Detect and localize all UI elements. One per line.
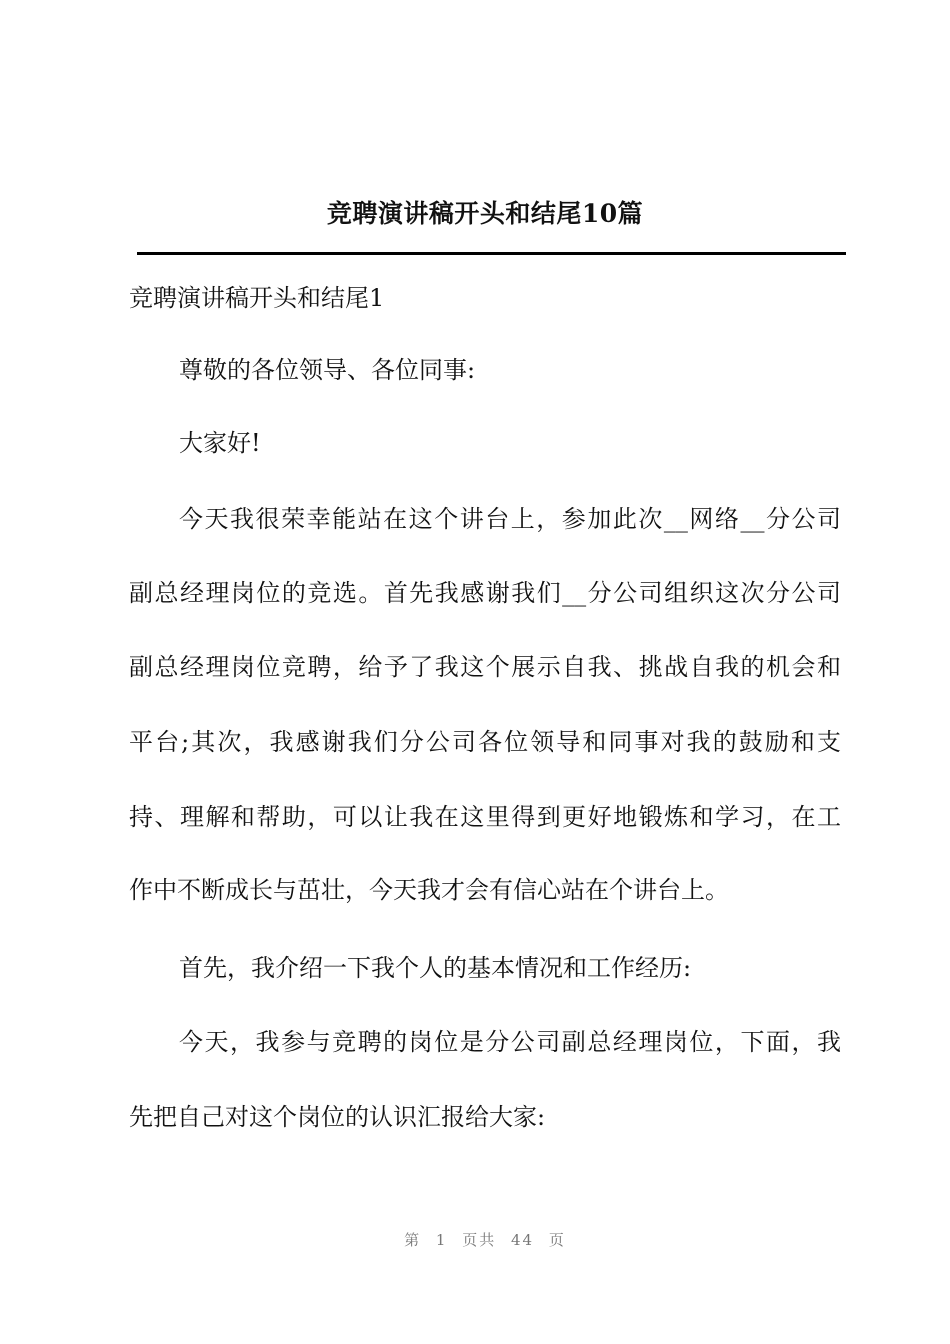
paragraph-line: 平台;其次，我感谢我们分公司各位领导和同事对我的鼓励和支 [129,728,841,756]
paragraph-line: 作中不断成长与茁壮，今天我才会有信心站在个讲台上。 [129,876,729,904]
salutation: 尊敬的各位领导、各位同事: [179,356,476,384]
page-number: 第 1 页共 44 页 [404,1231,566,1249]
paragraph-line: 首先，我介绍一下我个人的基本情况和工作经历: [179,954,692,982]
paragraph-line: 副总经理岗位竞聘，给予了我这个展示自我、挑战自我的机会和 [129,653,841,681]
paragraph-line: 今天，我参与竞聘的岗位是分公司副总经理岗位，下面，我 [179,1028,841,1056]
paragraph-line: 副总经理岗位的竞选。首先我感谢我们__分公司组织这次分公司 [129,579,841,607]
document-title: 竞聘演讲稿开头和结尾10篇 [326,199,644,228]
paragraph-line: 今天我很荣幸能站在这个讲台上，参加此次__网络__分公司 [179,505,841,533]
paragraph-line: 先把自己对这个岗位的认识汇报给大家: [129,1103,546,1131]
paragraph-line: 持、理解和帮助，可以让我在这里得到更好地锻炼和学习，在工 [129,803,841,831]
greeting: 大家好! [179,429,261,457]
title-divider [137,252,846,255]
section-heading: 竞聘演讲稿开头和结尾1 [129,284,385,312]
